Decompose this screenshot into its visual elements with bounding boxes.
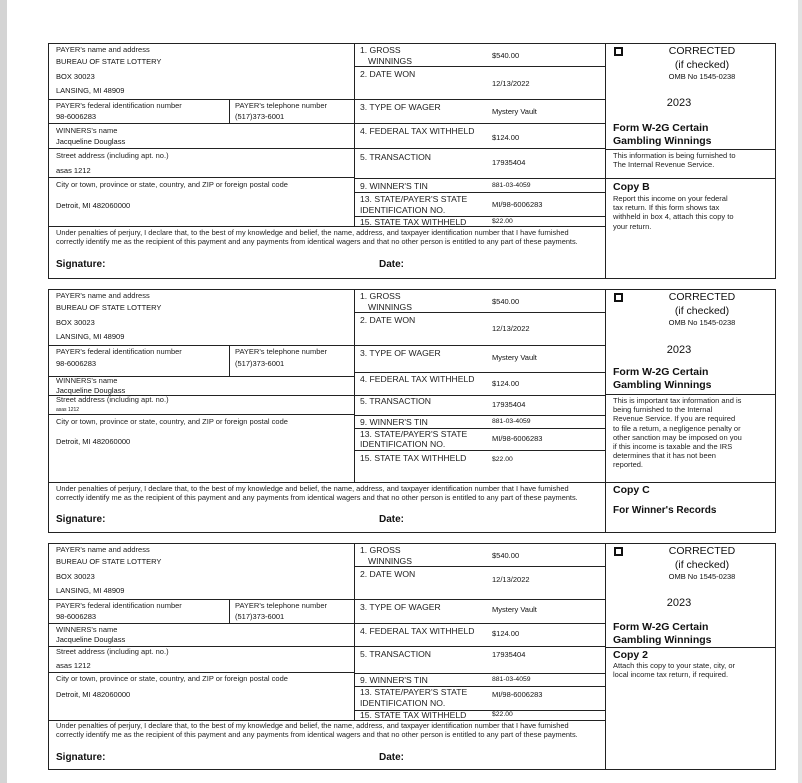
payer-phone-label: PAYER's telephone number <box>235 347 328 356</box>
signature-label: Signature: <box>56 259 106 270</box>
box5-label: 5. TRANSACTION <box>360 152 431 162</box>
box1-label-line2: WINNINGS <box>368 556 412 566</box>
box13-label-line1: 13. STATE/PAYER'S STATE <box>360 429 468 439</box>
penalty-statement: Under penalties of perjury, I declare that, to the best of my knowledge and belief, the name, address, and taxpayer identification number that I have furnished correctly identify me as the recipient of this payment and any payments from identical wagers and that no other person is entitled to any part of these payments. <box>56 721 578 739</box>
box15-label: 15. STATE TAX WITHHELD <box>360 217 467 227</box>
payer-name-value: BUREAU OF STATE LOTTERY <box>56 557 162 566</box>
winner-name-label: WINNERS's name <box>56 126 118 135</box>
box13-label-line1: 13. STATE/PAYER'S STATE <box>360 194 468 204</box>
payer-name-label: PAYER's name and address <box>56 45 150 54</box>
payer-address-line2: LANSING, MI 48909 <box>56 586 125 595</box>
irs-info-notice: This is important tax information and is being furnished to the Internal Revenue Service. If you are required to file a return, a negligence penalty or other sanction may be imposed on you if this income is taxable and the IRS determines that it has not been reported. <box>613 396 742 470</box>
copy-instructions: Report this income on your federal tax return. If this form shows tax withheld in box 4, attach this copy to your return. <box>613 194 734 231</box>
page-edge-right <box>798 0 802 783</box>
box1-label-line1: 1. GROSS <box>360 545 401 555</box>
gross-winnings-value: $540.00 <box>492 297 520 306</box>
box9-label: 9. WINNER'S TIN <box>360 417 428 427</box>
payer-address-line2: LANSING, MI 48909 <box>56 332 125 341</box>
box1-label-line1: 1. GROSS <box>360 291 401 301</box>
payer-name-value: BUREAU OF STATE LOTTERY <box>56 303 162 312</box>
if-checked-label: (if checked) <box>674 559 730 571</box>
page-edge-left <box>0 0 7 783</box>
winner-name-label: WINNERS's name <box>56 625 118 634</box>
payer-address-line1: BOX 30023 <box>56 72 95 81</box>
box3-label: 3. TYPE OF WAGER <box>360 102 441 112</box>
wager-type-value: Mystery Vault <box>492 107 537 116</box>
state-tax-value: $22.00 <box>492 456 513 463</box>
tax-year: 2023 <box>666 97 692 109</box>
transaction-value: 17935404 <box>492 650 526 659</box>
payer-phone-label: PAYER's telephone number <box>235 101 328 110</box>
box5-label: 5. TRANSACTION <box>360 649 431 659</box>
street-value: asas 1212 <box>56 661 91 670</box>
penalty-statement: Under penalties of perjury, I declare that, to the best of my knowledge and belief, the name, address, and taxpayer identification number that I have furnished correctly identify me as the recipient of this payment and any payments from identical wagers and that no other person is entitled to any part of these payments. <box>56 484 578 502</box>
date-label: Date: <box>379 752 405 763</box>
form-title-line2: Gambling Winnings <box>613 135 712 147</box>
w2g-form-copy-c <box>48 289 776 533</box>
fed-tax-value: $124.00 <box>492 379 520 388</box>
box13-label-line2: IDENTIFICATION NO. <box>360 698 446 708</box>
payer-phone-value: (517)373-6001 <box>235 112 285 121</box>
state-id-value: MI/98-6006283 <box>492 434 543 443</box>
corrected-checkbox[interactable] <box>614 293 623 302</box>
form-title-line1: Form W-2G Certain <box>613 122 709 134</box>
corrected-checkbox[interactable] <box>614 547 623 556</box>
signature-label: Signature: <box>56 514 106 525</box>
city-value: Detroit, MI 482060000 <box>56 201 131 210</box>
copy-name: Copy B <box>613 181 650 193</box>
street-label: Street address (including apt. no.) <box>56 395 169 404</box>
signature-label: Signature: <box>56 752 106 763</box>
corrected-label: CORRECTED <box>668 45 736 57</box>
payer-tin-label: PAYER's federal identification number <box>56 601 182 610</box>
city-label: City or town, province or state, country, and ZIP or foreign postal code <box>56 417 288 426</box>
payer-phone-value: (517)373-6001 <box>235 359 285 368</box>
box1-label-line2: WINNINGS <box>368 302 412 312</box>
payer-tin-label: PAYER's federal identification number <box>56 101 182 110</box>
state-tax-value: $22.00 <box>492 218 513 225</box>
box3-label: 3. TYPE OF WAGER <box>360 602 441 612</box>
box2-label: 2. DATE WON <box>360 315 416 325</box>
form-title-line2: Gambling Winnings <box>613 379 712 391</box>
gross-winnings-value: $540.00 <box>492 551 520 560</box>
payer-tin-value: 98-6006283 <box>56 612 97 621</box>
date-won-value: 12/13/2022 <box>492 575 530 584</box>
box15-label: 15. STATE TAX WITHHELD <box>360 710 467 720</box>
wager-type-value: Mystery Vault <box>492 605 537 614</box>
payer-phone-label: PAYER's telephone number <box>235 601 328 610</box>
payer-tin-value: 98-6006283 <box>56 112 97 121</box>
payer-phone-value: (517)373-6001 <box>235 612 285 621</box>
winner-name-value: Jacqueline Douglass <box>56 386 126 395</box>
box4-label: 4. FEDERAL TAX WITHHELD <box>360 374 475 384</box>
fed-tax-value: $124.00 <box>492 629 520 638</box>
payer-tin-value: 98-6006283 <box>56 359 97 368</box>
state-id-value: MI/98-6006283 <box>492 690 543 699</box>
box4-label: 4. FEDERAL TAX WITHHELD <box>360 626 475 636</box>
box4-label: 4. FEDERAL TAX WITHHELD <box>360 126 475 136</box>
wager-type-value: Mystery Vault <box>492 353 537 362</box>
box15-label: 15. STATE TAX WITHHELD <box>360 453 467 463</box>
winner-name-label: WINNERS's name <box>56 376 118 385</box>
state-id-value: MI/98-6006283 <box>492 200 543 209</box>
payer-name-value: BUREAU OF STATE LOTTERY <box>56 57 162 66</box>
city-label: City or town, province or state, country, and ZIP or foreign postal code <box>56 180 288 189</box>
form-title-line1: Form W-2G Certain <box>613 366 709 378</box>
corrected-label: CORRECTED <box>668 545 736 557</box>
box13-label-line1: 13. STATE/PAYER'S STATE <box>360 687 468 697</box>
form-title-line1: Form W-2G Certain <box>613 621 709 633</box>
if-checked-label: (if checked) <box>674 59 730 71</box>
omb-number: OMB No 1545-0238 <box>668 572 736 581</box>
copy-name: Copy 2 <box>613 649 649 661</box>
payer-address-line2: LANSING, MI 48909 <box>56 86 125 95</box>
transaction-value: 17935404 <box>492 400 526 409</box>
irs-info-notice: This information is being furnished to The Internal Revenue Service. <box>613 151 736 170</box>
date-label: Date: <box>379 514 405 525</box>
box9-label: 9. WINNER'S TIN <box>360 181 428 191</box>
omb-number: OMB No 1545-0238 <box>668 72 736 81</box>
city-value: Detroit, MI 482060000 <box>56 690 131 699</box>
box13-label-line2: IDENTIFICATION NO. <box>360 439 446 449</box>
street-label: Street address (including apt. no.) <box>56 647 169 656</box>
box13-label-line2: IDENTIFICATION NO. <box>360 205 446 215</box>
winner-tin-value: 881-03-4059 <box>492 676 531 683</box>
corrected-checkbox[interactable] <box>614 47 623 56</box>
gross-winnings-value: $540.00 <box>492 51 520 60</box>
payer-name-label: PAYER's name and address <box>56 545 150 554</box>
state-tax-value: $22.00 <box>492 711 513 718</box>
box1-label-line2: WINNINGS <box>368 56 412 66</box>
copy-instructions: Attach this copy to your state, city, or local income tax return, if required. <box>613 661 735 680</box>
fed-tax-value: $124.00 <box>492 133 520 142</box>
street-value: asas 1212 <box>56 166 91 175</box>
date-won-value: 12/13/2022 <box>492 324 530 333</box>
payer-address-line1: BOX 30023 <box>56 318 95 327</box>
if-checked-label: (if checked) <box>674 305 730 317</box>
corrected-label: CORRECTED <box>668 291 736 303</box>
winner-name-value: Jacqueline Douglass <box>56 635 126 644</box>
winner-name-value: Jacqueline Douglass <box>56 137 126 146</box>
street-label: Street address (including apt. no.) <box>56 151 169 160</box>
copy-subtitle: For Winner's Records <box>613 505 717 516</box>
box1-label-line1: 1. GROSS <box>360 45 401 55</box>
winner-tin-value: 881-03-4059 <box>492 418 531 425</box>
payer-tin-label: PAYER's federal identification number <box>56 347 182 356</box>
city-label: City or town, province or state, country, and ZIP or foreign postal code <box>56 674 288 683</box>
winner-tin-value: 881-03-4059 <box>492 182 531 189</box>
box3-label: 3. TYPE OF WAGER <box>360 348 441 358</box>
w2g-form-copy-2 <box>48 543 776 770</box>
street-value: asas 1212 <box>56 407 80 413</box>
payer-address-line1: BOX 30023 <box>56 572 95 581</box>
tax-year: 2023 <box>666 597 692 609</box>
w2g-form-copy-b <box>48 43 776 279</box>
form-title-line2: Gambling Winnings <box>613 634 712 646</box>
penalty-statement: Under penalties of perjury, I declare that, to the best of my knowledge and belief, the name, address, and taxpayer identification number that I have furnished correctly identify me as the recipient of this payment and any payments from identical wagers and that no other person is entitled to any part of these payments. <box>56 228 578 246</box>
omb-number: OMB No 1545-0238 <box>668 318 736 327</box>
transaction-value: 17935404 <box>492 158 526 167</box>
box2-label: 2. DATE WON <box>360 569 416 579</box>
date-label: Date: <box>379 259 405 270</box>
box5-label: 5. TRANSACTION <box>360 396 431 406</box>
tax-year: 2023 <box>666 344 692 356</box>
copy-name: Copy C <box>613 484 650 496</box>
payer-name-label: PAYER's name and address <box>56 291 150 300</box>
city-value: Detroit, MI 482060000 <box>56 437 131 446</box>
box9-label: 9. WINNER'S TIN <box>360 675 428 685</box>
box2-label: 2. DATE WON <box>360 69 416 79</box>
date-won-value: 12/13/2022 <box>492 79 530 88</box>
